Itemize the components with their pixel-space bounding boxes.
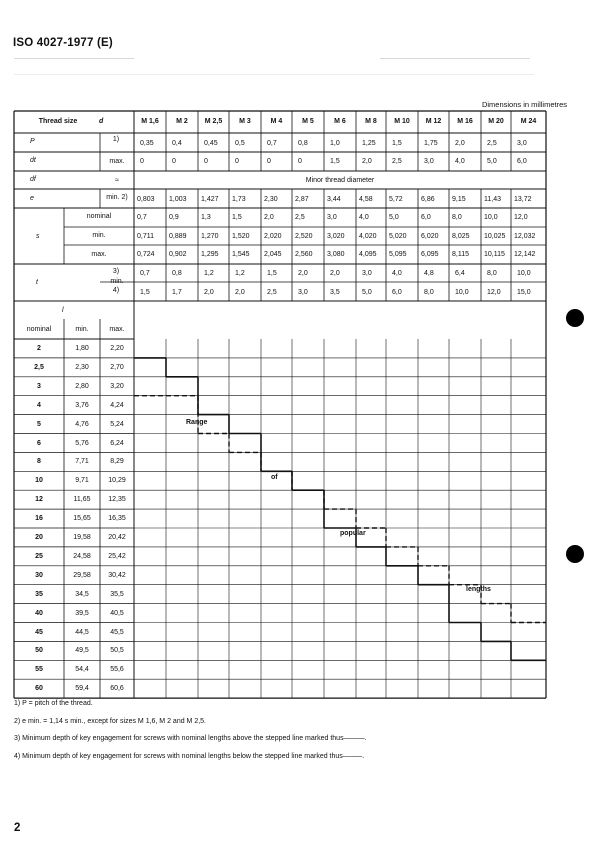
param-e-label: e — [30, 195, 34, 202]
length-nominal: 2 — [37, 345, 41, 352]
dt-value: 1,5 — [330, 158, 340, 165]
length-min: 1,80 — [75, 345, 89, 352]
e-value: 2,30 — [264, 196, 278, 203]
e-value: 9,15 — [452, 196, 466, 203]
size-header-6: M 6 — [334, 118, 346, 125]
param-dt-label: dt — [30, 157, 36, 164]
t-value-4: 12,0 — [487, 289, 501, 296]
s-nominal-value: 1,3 — [201, 214, 211, 221]
s-nominal-label: nominal — [86, 213, 112, 220]
s-max-value: 2,045 — [264, 251, 282, 258]
size-header-5: M 5 — [302, 118, 314, 125]
dt-value: 3,0 — [424, 158, 434, 165]
length-max-header: max. — [109, 326, 125, 333]
param-e-sub: min. 2) — [106, 194, 128, 201]
length-max: 12,35 — [108, 496, 126, 504]
t-value-3: 4,8 — [424, 270, 434, 277]
length-nominal: 50 — [35, 647, 43, 655]
dt-value: 4,0 — [455, 158, 465, 165]
t-value-3: 8,0 — [487, 270, 497, 277]
length-nominal: 60 — [35, 685, 43, 693]
s-nominal-value: 3,0 — [327, 214, 337, 221]
length-min: 3,76 — [75, 401, 89, 409]
length-nominal: 12 — [35, 496, 43, 504]
length-min: 54,4 — [75, 666, 89, 674]
dt-value: 2,5 — [392, 158, 402, 165]
size-header-8: M 10 — [394, 118, 410, 125]
length-min: 19,58 — [73, 534, 91, 541]
length-nominal: 5 — [37, 420, 41, 428]
length-label: l — [62, 307, 64, 314]
length-max: 50,5 — [110, 647, 124, 655]
s-nominal-value: 5,0 — [389, 214, 399, 221]
e-value: 13,72 — [514, 196, 532, 203]
p-value: 2,0 — [455, 140, 465, 147]
t-value-3: 1,2 — [204, 270, 214, 277]
e-value: 1,003 — [169, 196, 187, 203]
length-nominal: 3 — [37, 382, 41, 390]
length-nominal: 6 — [37, 439, 41, 447]
p-value: 0,4 — [172, 140, 182, 147]
t-value-4: 5,0 — [362, 289, 372, 296]
s-min-value: 4,020 — [359, 233, 377, 240]
p-value: 1,0 — [330, 140, 340, 147]
size-header-12: M 24 — [520, 118, 537, 125]
t-value-4: 1,5 — [140, 289, 150, 296]
length-max: 30,42 — [108, 571, 126, 579]
length-nominal: 30 — [35, 571, 43, 579]
size-header-7: M 8 — [365, 118, 377, 125]
s-min-label: min. — [92, 232, 106, 239]
s-max-value: 6,095 — [421, 251, 439, 258]
length-max: 16,35 — [108, 515, 126, 523]
s-nominal-value: 0,9 — [169, 214, 179, 221]
s-max-value: 1,545 — [232, 251, 250, 258]
s-nominal-value: 2,5 — [295, 214, 305, 221]
p-value: 2,5 — [487, 140, 497, 147]
param-s-label: s — [36, 233, 40, 240]
footnote-2: 2) e min. = 1,14 s min., except for sizes M 1,6, M 2 and M 2,5. — [14, 717, 206, 725]
s-min-value: 8,025 — [452, 233, 470, 240]
length-nominal: 55 — [35, 666, 43, 674]
binder-hole — [566, 545, 584, 563]
dt-value: 0 — [140, 158, 144, 165]
p-value: 0,45 — [204, 140, 218, 147]
s-max-value: 3,080 — [327, 251, 345, 258]
s-nominal-value: 8,0 — [452, 214, 462, 221]
dt-value: 5,0 — [487, 158, 497, 165]
length-nominal: 8 — [37, 458, 41, 466]
t-value-4: 2,0 — [235, 289, 245, 296]
footnotes — [14, 695, 367, 765]
s-max-label: max. — [91, 251, 107, 258]
s-min-value: 0,889 — [169, 233, 187, 240]
length-max: 2,20 — [110, 345, 124, 352]
t-note-4: 4) — [112, 287, 120, 294]
e-value: 1,427 — [201, 196, 219, 203]
p-value: 0,35 — [140, 140, 154, 147]
dt-value: 0 — [298, 158, 302, 165]
length-nominal: 4 — [37, 401, 41, 409]
length-max: 2,70 — [110, 363, 124, 371]
length-min: 7,71 — [75, 458, 89, 466]
range-word: Range — [186, 419, 208, 426]
dt-value: 2,0 — [362, 158, 372, 165]
t-min-label: min. — [110, 278, 124, 285]
length-min: 29,58 — [73, 571, 91, 579]
size-header-2: M 2,5 — [204, 118, 223, 125]
length-nominal: 40 — [35, 609, 43, 617]
size-header-11: M 20 — [488, 118, 504, 125]
length-min: 49,5 — [75, 647, 89, 655]
t-value-3: 3,0 — [362, 270, 372, 277]
s-min-value: 1,270 — [201, 233, 219, 240]
length-nominal: 45 — [35, 628, 43, 636]
t-value-3: 6,4 — [455, 270, 465, 277]
e-value: 2,87 — [295, 196, 309, 203]
p-value: 0,5 — [235, 140, 245, 147]
s-min-value: 6,020 — [421, 233, 439, 240]
length-nominal: 2,5 — [34, 363, 44, 371]
length-max: 55,6 — [110, 666, 124, 674]
s-nominal-value: 10,0 — [484, 214, 498, 221]
t-value-4: 2,5 — [267, 289, 277, 296]
s-nominal-value: 2,0 — [264, 214, 274, 221]
length-max: 3,20 — [110, 382, 124, 390]
p-value: 1,75 — [424, 140, 438, 147]
t-value-3: 0,8 — [172, 270, 182, 277]
t-value-4: 1,7 — [172, 289, 182, 296]
e-value: 4,58 — [359, 196, 373, 203]
s-max-value: 2,560 — [295, 251, 313, 258]
t-value-4: 8,0 — [424, 289, 434, 296]
t-note-3: 3) — [112, 268, 120, 275]
s-nominal-value: 1,5 — [232, 214, 242, 221]
length-min: 2,30 — [75, 363, 89, 371]
range-word: of — [271, 474, 278, 481]
length-min: 5,76 — [75, 439, 89, 447]
s-nominal-value: 4,0 — [359, 214, 369, 221]
binder-hole — [566, 309, 584, 327]
dt-value: 0 — [235, 158, 239, 165]
t-value-4: 15,0 — [517, 289, 531, 296]
length-max: 20,42 — [108, 534, 126, 541]
s-max-value: 12,142 — [514, 251, 536, 258]
s-min-value: 1,520 — [232, 233, 250, 240]
length-nominal: 25 — [35, 552, 43, 560]
length-nominal-header: nominal — [26, 326, 52, 333]
length-min: 24,58 — [73, 552, 91, 560]
t-value-3: 2,0 — [330, 270, 340, 277]
e-value: 3,44 — [327, 196, 341, 203]
length-max: 45,5 — [110, 628, 124, 636]
param-t-label: t — [36, 279, 38, 286]
dt-value: 0 — [267, 158, 271, 165]
p-value: 1,25 — [362, 140, 376, 147]
footnote-1: 1) P = pitch of the thread. — [14, 700, 93, 707]
length-min: 9,71 — [75, 477, 89, 485]
s-min-value: 2,020 — [264, 233, 282, 240]
p-value: 3,0 — [517, 140, 527, 147]
param-dt-sub: max. — [109, 158, 125, 165]
s-max-value: 5,095 — [389, 251, 407, 258]
s-min-value: 12,032 — [514, 233, 536, 240]
range-word: lengths — [466, 586, 491, 593]
length-max: 35,5 — [110, 590, 124, 598]
t-value-4: 3,5 — [330, 289, 340, 296]
t-value-4: 3,0 — [298, 289, 308, 296]
length-min: 39,5 — [75, 609, 89, 617]
s-nominal-value: 0,7 — [137, 214, 147, 221]
minor-thread-diameter: Minor thread diameter — [305, 177, 375, 184]
thread-size-label: Thread size — [38, 118, 78, 125]
param-df-sub: ≈ — [115, 177, 119, 184]
s-min-value: 10,025 — [484, 233, 506, 240]
length-max: 40,5 — [110, 609, 124, 617]
footnote-4: 4) Minimum depth of key engagement for screws with nominal lengths below the stepped line marked thus–––––. — [14, 752, 365, 760]
p-value: 1,5 — [392, 140, 402, 147]
length-min: 11,65 — [73, 496, 91, 504]
s-nominal-value: 6,0 — [421, 214, 431, 221]
length-min: 2,80 — [75, 382, 89, 390]
size-header-10: M 16 — [457, 118, 473, 125]
t-value-3: 1,5 — [267, 270, 277, 277]
dt-value: 0 — [204, 158, 208, 165]
length-max: 8,29 — [110, 458, 124, 466]
length-nominal: 16 — [35, 515, 43, 523]
length-min-header: min. — [75, 326, 89, 333]
s-max-value: 8,115 — [452, 251, 469, 258]
length-min: 4,76 — [75, 420, 89, 428]
length-max: 25,42 — [108, 552, 126, 560]
p-value: 0,7 — [267, 140, 277, 147]
s-min-value: 3,020 — [327, 233, 345, 240]
s-max-value: 4,095 — [359, 251, 377, 258]
t-value-3: 2,0 — [298, 270, 308, 277]
range-word: popular — [340, 530, 366, 537]
length-nominal: 10 — [35, 477, 43, 485]
length-nominal: 35 — [35, 590, 43, 598]
size-header-1: M 2 — [176, 118, 188, 125]
p-value: 0,8 — [298, 140, 308, 147]
t-value-3: 4,0 — [392, 270, 402, 277]
s-min-value: 0,711 — [137, 233, 154, 240]
param-p-label: P — [30, 138, 35, 145]
e-value: 6,86 — [421, 196, 435, 203]
dt-value: 0 — [172, 158, 176, 165]
length-max: 6,24 — [110, 439, 124, 447]
param-df-label: df — [30, 176, 36, 183]
thread-size-symbol: d — [99, 118, 104, 125]
e-value: 11,43 — [484, 196, 501, 203]
s-min-value: 5,020 — [389, 233, 407, 240]
s-max-value: 10,115 — [484, 251, 505, 258]
size-header-3: M 3 — [239, 118, 251, 125]
dt-value: 6,0 — [517, 158, 527, 165]
length-max: 60,6 — [110, 685, 124, 693]
s-max-value: 0,724 — [137, 251, 155, 258]
size-header-0: M 1,6 — [141, 118, 159, 125]
length-min: 15,65 — [73, 515, 91, 523]
e-value: 1,73 — [232, 196, 246, 203]
s-min-value: 2,520 — [295, 233, 313, 240]
dimensions-note: Dimensions in millimetres — [481, 100, 567, 109]
param-p-note: 1) — [112, 136, 120, 143]
t-value-3: 0,7 — [140, 270, 150, 277]
length-min: 59,4 — [75, 685, 89, 693]
footnote-3: 3) Minimum depth of key engagement for screws with nominal lengths above the stepped line marked thus———. — [14, 735, 367, 742]
t-value-4: 10,0 — [455, 289, 469, 296]
page-number: 2 — [14, 822, 21, 834]
s-max-value: 0,902 — [169, 251, 187, 258]
length-min: 44,5 — [75, 628, 89, 636]
e-value: 0,803 — [137, 196, 155, 203]
s-nominal-value: 12,0 — [514, 214, 528, 221]
t-value-3: 1,2 — [235, 270, 245, 277]
size-header-9: M 12 — [425, 118, 442, 125]
length-max: 4,24 — [110, 401, 124, 409]
t-value-4: 6,0 — [392, 289, 402, 296]
e-value: 5,72 — [389, 196, 403, 203]
length-max: 5,24 — [110, 420, 124, 428]
t-value-3: 10,0 — [517, 270, 531, 277]
document-title: ISO 4027-1977 (E) — [13, 37, 113, 49]
size-header-4: M 4 — [270, 118, 283, 125]
length-nominal: 20 — [35, 534, 43, 541]
s-max-value: 1,295 — [201, 251, 219, 258]
length-min: 34,5 — [75, 590, 89, 598]
t-value-4: 2,0 — [204, 289, 214, 296]
length-max: 10,29 — [108, 477, 126, 485]
